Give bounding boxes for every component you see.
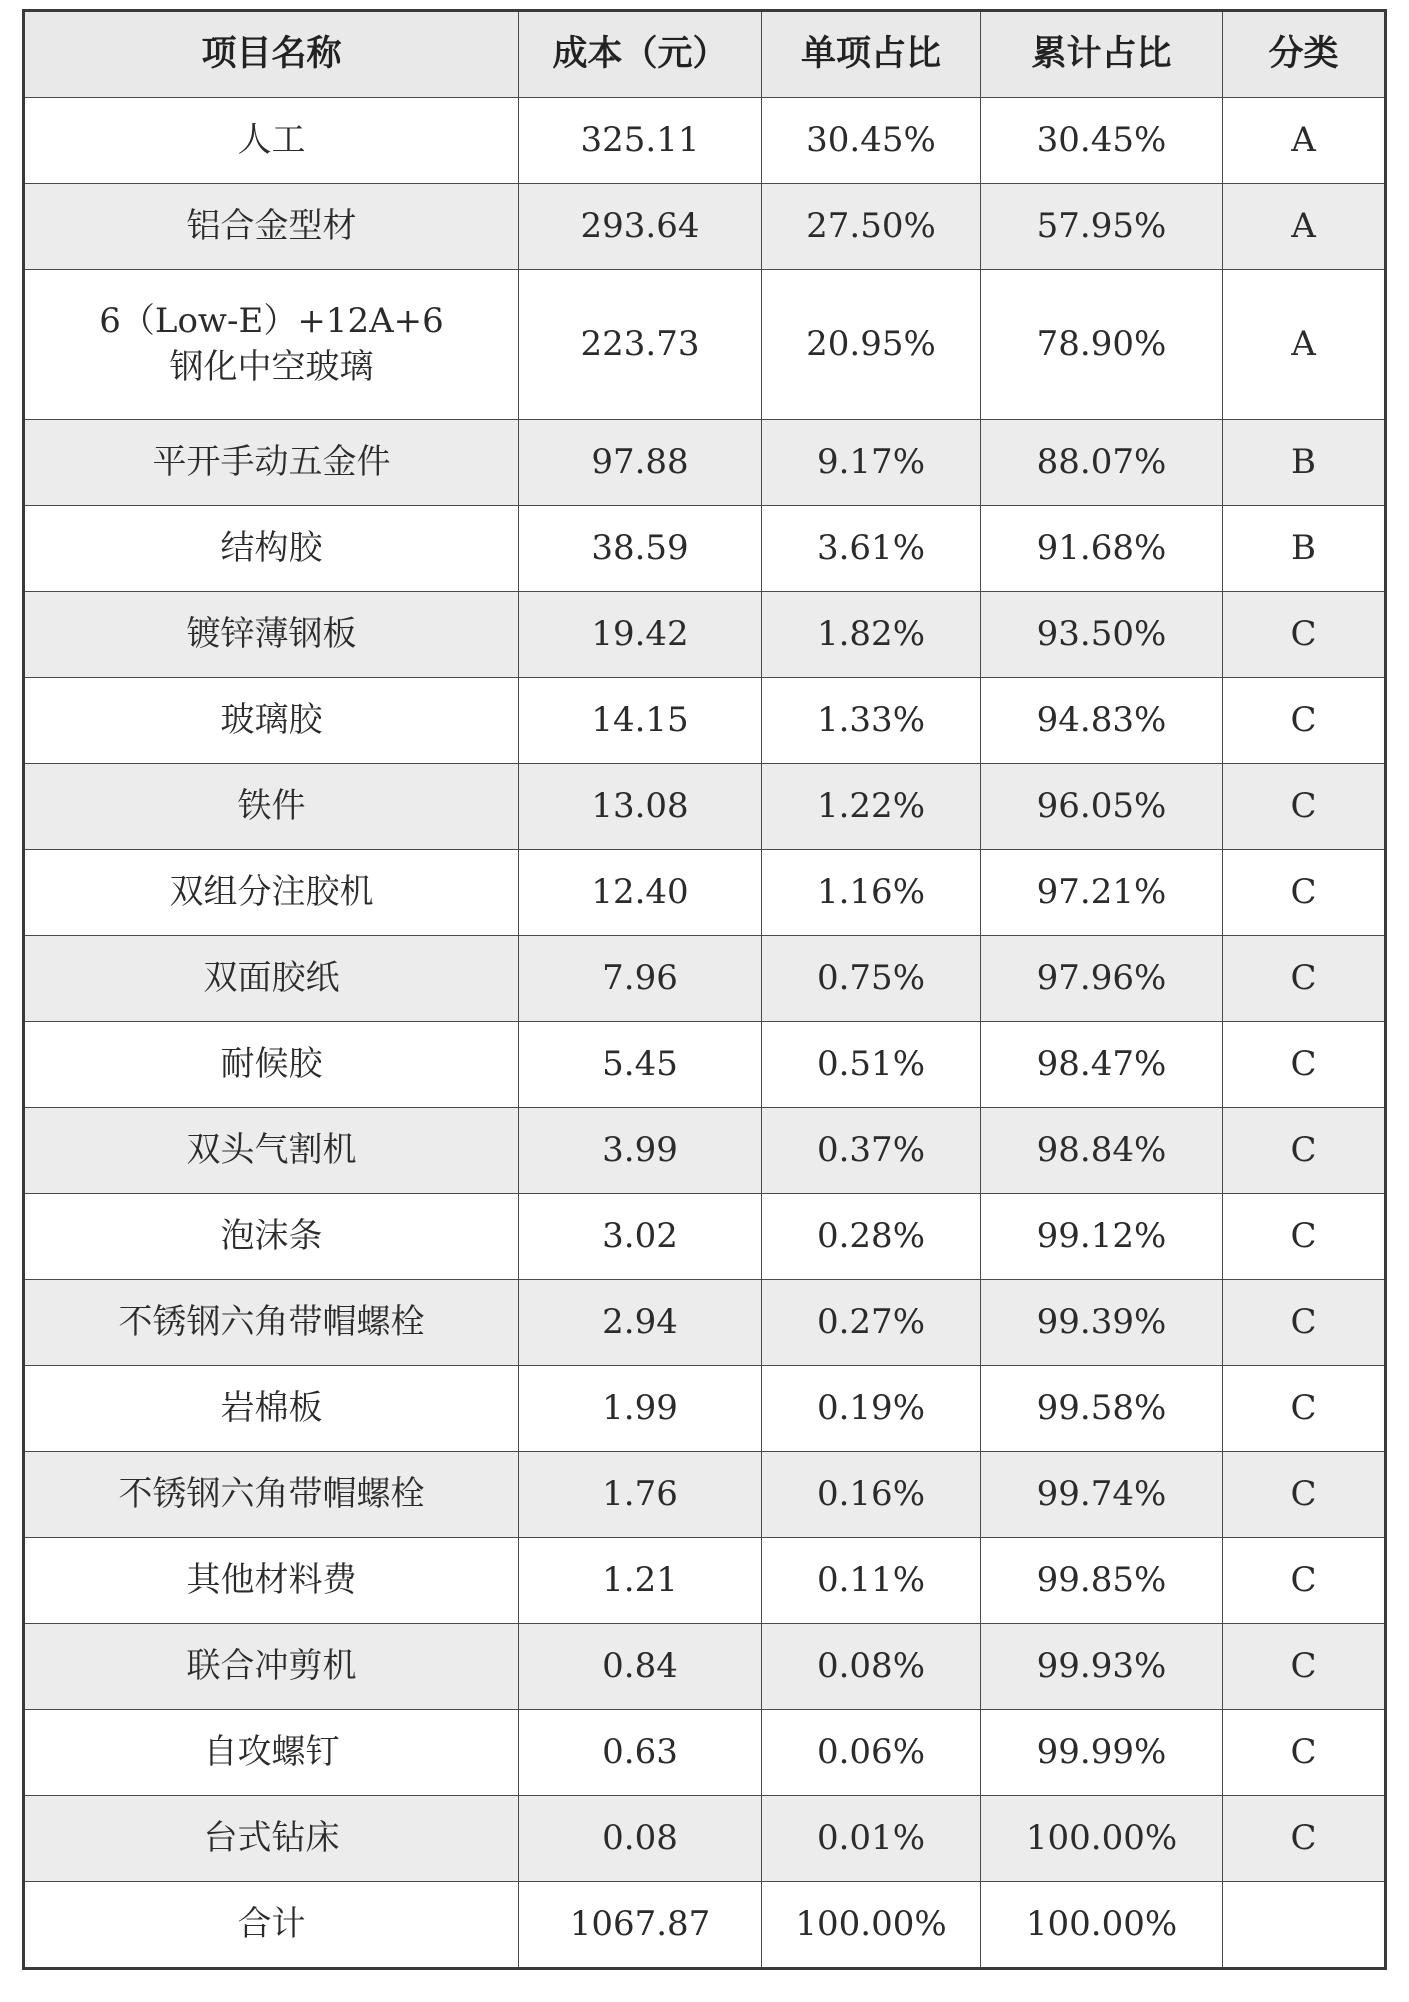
- cell-category: C: [1223, 1366, 1386, 1452]
- table-row: [24, 270, 1386, 420]
- cell-single-ratio: 1.82%: [762, 592, 981, 678]
- cell-item-name: 不锈钢六角带帽螺栓: [24, 1280, 519, 1366]
- cell-single-ratio: 1.33%: [762, 678, 981, 764]
- cell-category: C: [1223, 678, 1386, 764]
- cell-item-name: 其他材料费: [24, 1538, 519, 1624]
- cell-cumulative-ratio: 88.07%: [981, 420, 1223, 506]
- header-category: 分类: [1223, 11, 1386, 98]
- cell-cumulative-ratio: 91.68%: [981, 506, 1223, 592]
- cell-item-name: 铁件: [24, 764, 519, 850]
- cell-cost: 3.02: [519, 1194, 762, 1280]
- cell-item-name: 双组分注胶机: [24, 850, 519, 936]
- cell-cumulative-ratio: 99.85%: [981, 1538, 1223, 1624]
- cell-category: C: [1223, 1796, 1386, 1882]
- cell-category: A: [1223, 184, 1386, 270]
- cell-cost: 38.59: [519, 506, 762, 592]
- cell-item-name: 耐候胶: [24, 1022, 519, 1108]
- abc-cost-table: [22, 9, 1387, 1970]
- table-row: [24, 1108, 1386, 1194]
- cell-cumulative-ratio: 99.58%: [981, 1366, 1223, 1452]
- cell-single-ratio: 0.75%: [762, 936, 981, 1022]
- cell-category: B: [1223, 420, 1386, 506]
- cell-item-name: 玻璃胶: [24, 678, 519, 764]
- table-row: [24, 1366, 1386, 1452]
- cell-cost: 1.76: [519, 1452, 762, 1538]
- cell-category: B: [1223, 506, 1386, 592]
- cell-cumulative-ratio: 96.05%: [981, 764, 1223, 850]
- cell-item-name: 铝合金型材: [24, 184, 519, 270]
- cell-item-name: 联合冲剪机: [24, 1624, 519, 1710]
- cell-single-ratio: 0.27%: [762, 1280, 981, 1366]
- cell-cost: 1.21: [519, 1538, 762, 1624]
- cell-single-ratio: 1.16%: [762, 850, 981, 936]
- cell-single-ratio: 9.17%: [762, 420, 981, 506]
- header-single-ratio: 单项占比: [762, 11, 981, 98]
- cell-category: A: [1223, 98, 1386, 184]
- table-row: [24, 850, 1386, 936]
- cell-item-name-line1: 6（Low-E）+12A+6: [99, 300, 444, 341]
- cell-single-ratio: 0.06%: [762, 1710, 981, 1796]
- cell-cost: 293.64: [519, 184, 762, 270]
- cell-total-single-ratio: 100.00%: [762, 1882, 981, 1969]
- cell-category: C: [1223, 1624, 1386, 1710]
- cell-cost: 223.73: [519, 270, 762, 420]
- cell-category: C: [1223, 850, 1386, 936]
- table-row: [24, 936, 1386, 1022]
- cell-category: C: [1223, 1538, 1386, 1624]
- cell-cost: 12.40: [519, 850, 762, 936]
- table-row: [24, 1022, 1386, 1108]
- cell-cumulative-ratio: 97.21%: [981, 850, 1223, 936]
- cell-single-ratio: 27.50%: [762, 184, 981, 270]
- cell-category: C: [1223, 1280, 1386, 1366]
- cell-cost: 1.99: [519, 1366, 762, 1452]
- cell-cumulative-ratio: 94.83%: [981, 678, 1223, 764]
- header-row: [24, 11, 1386, 98]
- cell-cost: 14.15: [519, 678, 762, 764]
- abc-cost-table-container: [22, 9, 1384, 1970]
- cell-item-name: 岩棉板: [24, 1366, 519, 1452]
- table-body: [24, 98, 1386, 1969]
- cell-item-name: 人工: [24, 98, 519, 184]
- cell-single-ratio: 0.28%: [762, 1194, 981, 1280]
- cell-single-ratio: 20.95%: [762, 270, 981, 420]
- table-row: [24, 678, 1386, 764]
- table-row: [24, 1538, 1386, 1624]
- cell-item-name: 台式钻床: [24, 1796, 519, 1882]
- cell-single-ratio: 3.61%: [762, 506, 981, 592]
- cell-category: A: [1223, 270, 1386, 420]
- cell-single-ratio: 0.11%: [762, 1538, 981, 1624]
- cell-category: C: [1223, 1452, 1386, 1538]
- cell-category: C: [1223, 1194, 1386, 1280]
- cell-single-ratio: 0.16%: [762, 1452, 981, 1538]
- cell-item-name: [24, 270, 519, 420]
- table-row: [24, 1796, 1386, 1882]
- cell-single-ratio: 1.22%: [762, 764, 981, 850]
- cell-cumulative-ratio: 99.93%: [981, 1624, 1223, 1710]
- cell-cost: 0.63: [519, 1710, 762, 1796]
- cell-cumulative-ratio: 98.84%: [981, 1108, 1223, 1194]
- cell-single-ratio: 30.45%: [762, 98, 981, 184]
- cell-total-cost: 1067.87: [519, 1882, 762, 1969]
- cell-cumulative-ratio: 99.39%: [981, 1280, 1223, 1366]
- cell-cumulative-ratio: 57.95%: [981, 184, 1223, 270]
- table-row: [24, 184, 1386, 270]
- cell-category: C: [1223, 764, 1386, 850]
- cell-single-ratio: 0.37%: [762, 1108, 981, 1194]
- table-row: [24, 764, 1386, 850]
- cell-item-name: 双面胶纸: [24, 936, 519, 1022]
- table-row: [24, 1624, 1386, 1710]
- header-cumulative-ratio: 累计占比: [981, 11, 1223, 98]
- cell-total-cumulative-ratio: 100.00%: [981, 1882, 1223, 1969]
- table-row: [24, 592, 1386, 678]
- cell-total-category: [1223, 1882, 1386, 1969]
- cell-cost: 2.94: [519, 1280, 762, 1366]
- cell-cost: 0.84: [519, 1624, 762, 1710]
- cell-category: C: [1223, 1710, 1386, 1796]
- header-item-name: 项目名称: [24, 11, 519, 98]
- cell-cumulative-ratio: 93.50%: [981, 592, 1223, 678]
- table-row: [24, 420, 1386, 506]
- cell-category: C: [1223, 936, 1386, 1022]
- cell-cost: 325.11: [519, 98, 762, 184]
- table-row: [24, 98, 1386, 184]
- cell-cost: 7.96: [519, 936, 762, 1022]
- cell-total-label: 合计: [24, 1882, 519, 1969]
- table-row: [24, 1452, 1386, 1538]
- cell-cost: 5.45: [519, 1022, 762, 1108]
- cell-category: C: [1223, 1022, 1386, 1108]
- cell-item-name: 自攻螺钉: [24, 1710, 519, 1796]
- cell-cumulative-ratio: 99.99%: [981, 1710, 1223, 1796]
- cell-cumulative-ratio: 99.74%: [981, 1452, 1223, 1538]
- cell-cost: 13.08: [519, 764, 762, 850]
- cell-item-name: 镀锌薄钢板: [24, 592, 519, 678]
- cell-cumulative-ratio: 78.90%: [981, 270, 1223, 420]
- cell-single-ratio: 0.51%: [762, 1022, 981, 1108]
- table-row: [24, 506, 1386, 592]
- cell-cumulative-ratio: 99.12%: [981, 1194, 1223, 1280]
- table-row: [24, 1710, 1386, 1796]
- cell-cost: 19.42: [519, 592, 762, 678]
- total-row: [24, 1882, 1386, 1969]
- cell-category: C: [1223, 592, 1386, 678]
- cell-item-name: 不锈钢六角带帽螺栓: [24, 1452, 519, 1538]
- cell-item-name: 平开手动五金件: [24, 420, 519, 506]
- cell-cumulative-ratio: 97.96%: [981, 936, 1223, 1022]
- table-row: [24, 1194, 1386, 1280]
- cell-single-ratio: 0.19%: [762, 1366, 981, 1452]
- cell-cumulative-ratio: 98.47%: [981, 1022, 1223, 1108]
- cell-cumulative-ratio: 30.45%: [981, 98, 1223, 184]
- cell-cost: 97.88: [519, 420, 762, 506]
- cell-single-ratio: 0.01%: [762, 1796, 981, 1882]
- cell-cost: 0.08: [519, 1796, 762, 1882]
- cell-item-name-line2: 钢化中空玻璃: [169, 346, 374, 387]
- cell-item-name: 结构胶: [24, 506, 519, 592]
- cell-item-name: 双头气割机: [24, 1108, 519, 1194]
- cell-cumulative-ratio: 100.00%: [981, 1796, 1223, 1882]
- cell-item-name: 泡沫条: [24, 1194, 519, 1280]
- cell-category: C: [1223, 1108, 1386, 1194]
- table-header: [24, 11, 1386, 98]
- table-row: [24, 1280, 1386, 1366]
- header-cost: 成本（元）: [519, 11, 762, 98]
- cell-single-ratio: 0.08%: [762, 1624, 981, 1710]
- cell-cost: 3.99: [519, 1108, 762, 1194]
